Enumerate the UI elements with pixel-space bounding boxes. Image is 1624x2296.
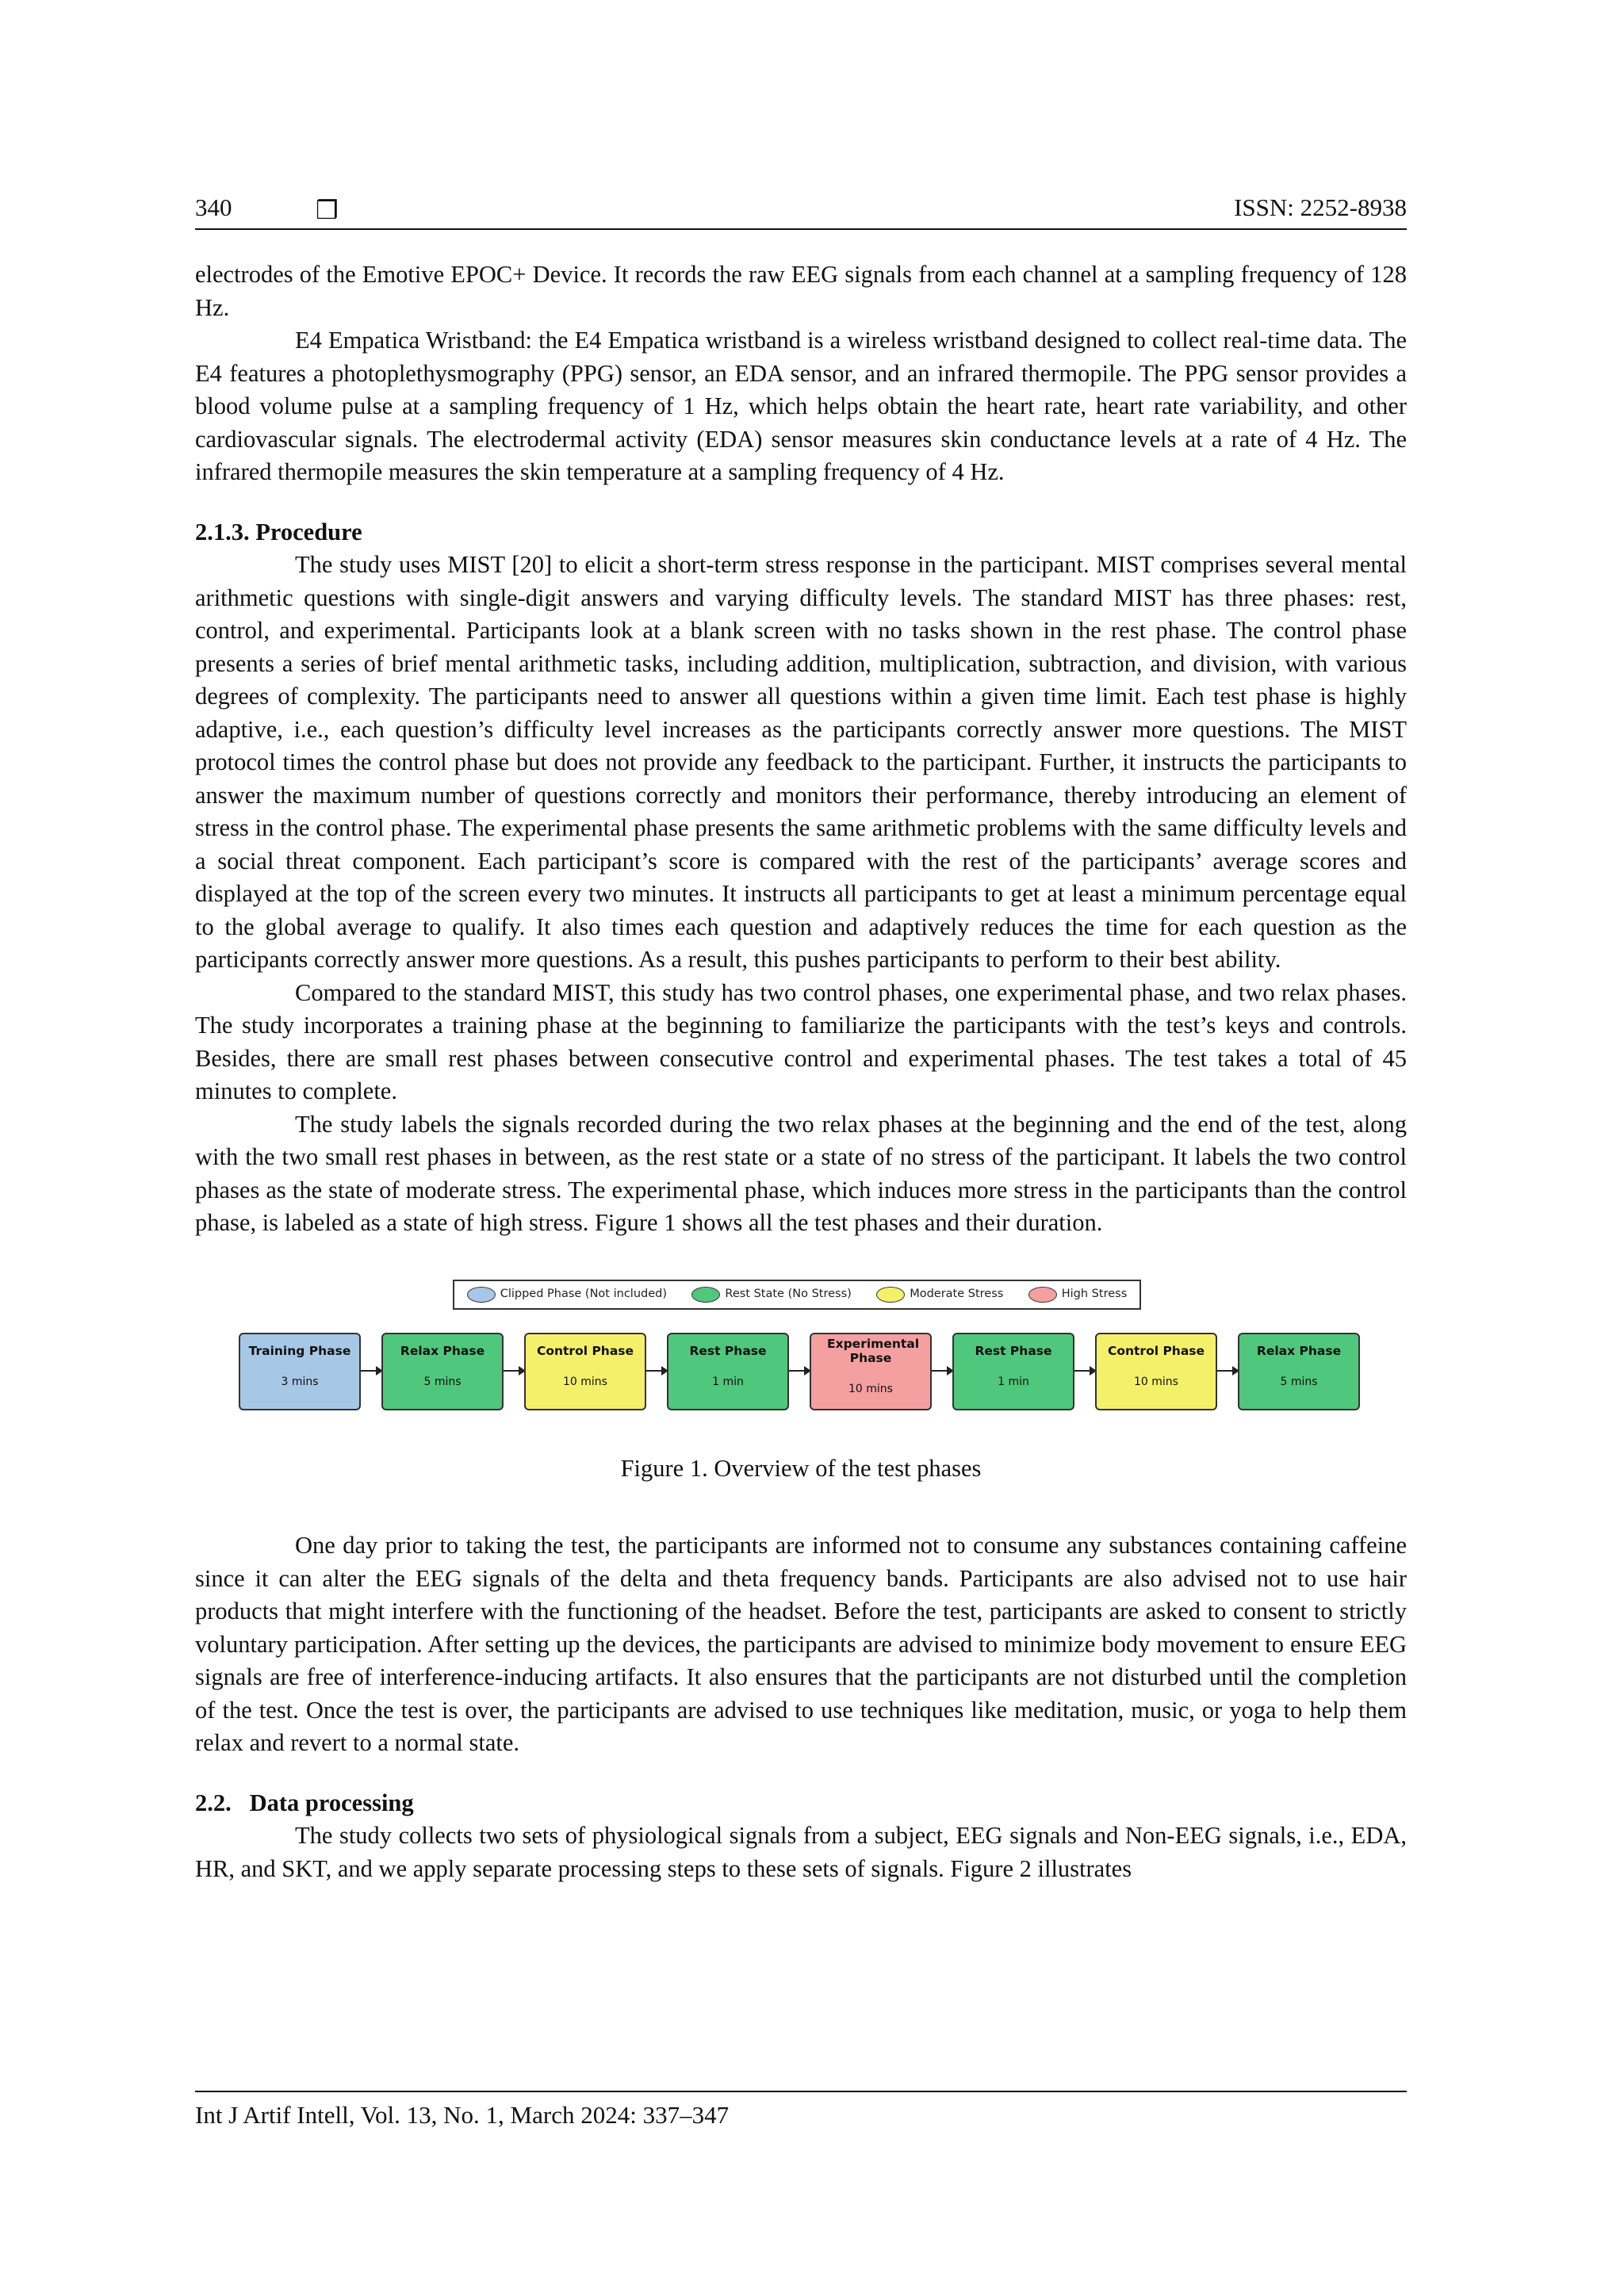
issn-label: ISSN: 2252-8938 xyxy=(1234,193,1407,221)
figure-legend xyxy=(453,1280,1141,1310)
header-rule xyxy=(195,228,1407,230)
flow-arrow xyxy=(789,1370,810,1372)
legend-item xyxy=(691,1278,851,1311)
phase-box-experimental xyxy=(810,1333,932,1410)
phase-name: Relax Phase xyxy=(400,1343,485,1358)
legend-swatch xyxy=(876,1287,905,1303)
flow-arrow xyxy=(504,1370,524,1372)
footer-citation: Int J Artif Intell, Vol. 13, No. 1, March 2024: 337–347 xyxy=(195,2101,730,2129)
legend-item xyxy=(1028,1278,1128,1311)
flow-arrow xyxy=(361,1370,381,1372)
legend-swatch xyxy=(1028,1287,1057,1303)
phase-box-control xyxy=(524,1333,646,1410)
paragraph: The study labels the signals recorded during the two relax phases at the beginning and the end of the test, along with the two small rest phases in between, as the rest state or a state of no stress of the participant. It labels the two control phases as the state of moderate stress. The experimental phase, which induces more stress in the participants than the control phase, is labeled as a state of high stress. Figure 1 shows all the test phases and their duration. xyxy=(195,1110,1407,1236)
phase-duration: 1 min xyxy=(712,1375,744,1388)
figure-1 xyxy=(195,1280,1407,1452)
flow-arrow xyxy=(1074,1370,1095,1372)
phase-box-relax xyxy=(1238,1333,1360,1410)
phase-name: Training Phase xyxy=(248,1343,351,1358)
flow-arrow xyxy=(646,1370,667,1372)
legend-swatch xyxy=(467,1287,496,1303)
phase-name: Rest Phase xyxy=(975,1343,1052,1358)
paragraph: The study uses MIST [20] to elicit a short-term stress response in the participant. MIST comprises several mental arithmetic questions with single-digit answers and varying difficulty levels. The standard MIST has three phases: rest, control, and experimental. Participants look at a blank screen with no tasks shown in the rest phase. The control phase presents a series of brief mental arithmetic tasks, including addition, multiplication, subtraction, and division, with various degrees of complexity. The participants need to answer all questions within a given time limit. Each test phase is highly adaptive, i.e., each question’s difficulty level increases as the participants correctly answer more questions. The MIST protocol times the control phase but does not provide any feedback to the participant. Further, it instructs the participants to answer the maximum number of questions correctly and monitors their performance, thereby introducing an element of stress in the control phase. The experimental phase presents the same arithmetic problems with the same difficulty levels and a social threat component. Each participant’s score is compared with the rest of the participants’ average scores and displayed at the top of the screen every two minutes. It instructs all participants to get at least a minimum percentage equal to the global average to qualify. It also times each question and adaptively reduces the time for each question as the participants correctly answer more questions. As a result, this pushes participants to perform to their best ability. xyxy=(195,551,1407,973)
legend-label: Moderate Stress xyxy=(910,1287,1004,1300)
phase-name: Control Phase xyxy=(1107,1343,1205,1358)
phase-name: Relax Phase xyxy=(1256,1343,1342,1358)
section-heading: 2.1.3. Procedure xyxy=(195,518,362,545)
legend-item xyxy=(467,1278,667,1311)
paragraph: Compared to the standard MIST, this study has two control phases, one experimental phase, and two relax phases. The study incorporates a training phase at the beginning to familiarize the participants with the test’s keys and controls. Besides, there are small rest phases between consecutive control and experimental phases. The test takes a total of 45 minutes to complete. xyxy=(195,978,1407,1104)
flow-arrow xyxy=(1217,1370,1238,1372)
paragraph: E4 Empatica Wristband: the E4 Empatica wristband is a wireless wristband designed to collect real-time data. The E4 features a photoplethysmography (PPG) sensor, an EDA sensor, and an infrared thermopile. The PPG sensor provides a blood volume pulse at a sampling frequency of 1 Hz, which helps obtain the heart rate, heart rate variability, and other cardiovascular signals. The electrodermal activity (EDA) sensor measures skin conductance levels at a rate of 4 Hz. The infrared thermopile measures the skin temperature at a sampling frequency of 4 Hz. xyxy=(195,327,1407,485)
phase-box-relax xyxy=(381,1333,504,1410)
paragraph: One day prior to taking the test, the participants are informed not to consume any substances containing caffeine since it can alter the EEG signals of the delta and theta frequency bands. Participants are also advised not to use hair products that might interfere with the functioning of the headset. Before the test, participants are asked to consent to strictly voluntary participation. After setting up the devices, the participants are advised to minimize body movement to ensure EEG signals are free of interference-inducing artifacts. It also ensures that the participants are not disturbed until the completion of the test. Once the test is over, the participants are advised to use techniques like meditation, music, or yoga to help them relax and revert to a normal state. xyxy=(195,1532,1407,1756)
page-number: 340 xyxy=(195,193,232,221)
phase-duration: 1 min xyxy=(998,1375,1029,1388)
phase-duration: 10 mins xyxy=(563,1375,607,1388)
legend-label: Clipped Phase (Not included) xyxy=(500,1287,667,1300)
phase-name: Rest Phase xyxy=(689,1343,767,1358)
phase-duration: 5 mins xyxy=(423,1375,462,1388)
phase-duration: 5 mins xyxy=(1280,1375,1318,1388)
page-header xyxy=(195,190,1407,228)
body-text xyxy=(195,258,1407,1885)
paragraph: The study collects two sets of physiological signals from a subject, EEG signals and Non-EEG signals, i.e., EDA, HR, and SKT, and we apply separate processing steps to these sets of signals. Figure 2 illustrates xyxy=(195,1822,1407,1882)
paragraph: electrodes of the Emotive EPOC+ Device. It records the raw EEG signals from each channel at a sampling frequency of 128 Hz. xyxy=(195,261,1407,321)
figure-caption: Figure 1. Overview of the test phases xyxy=(620,1454,982,1482)
phase-box-rest xyxy=(952,1333,1074,1410)
phase-duration: 3 mins xyxy=(281,1375,319,1388)
phase-duration: 10 mins xyxy=(1134,1375,1178,1388)
phase-box-training xyxy=(239,1333,361,1410)
phase-duration: 10 mins xyxy=(848,1382,893,1395)
phase-name: Control Phase xyxy=(536,1343,634,1358)
phase-name: Experimental Phase xyxy=(827,1336,920,1365)
legend-item xyxy=(876,1278,1003,1311)
legend-label: Rest State (No Stress) xyxy=(725,1287,852,1300)
section-heading: 2.2. Data processing xyxy=(195,1789,414,1816)
footer-rule xyxy=(195,2091,1407,2092)
phase-box-rest xyxy=(667,1333,789,1410)
flow-arrow xyxy=(932,1370,952,1372)
legend-label: High Stress xyxy=(1061,1287,1128,1300)
box-icon: ❒ xyxy=(316,196,339,224)
phase-box-control xyxy=(1095,1333,1217,1410)
legend-swatch xyxy=(691,1287,720,1303)
